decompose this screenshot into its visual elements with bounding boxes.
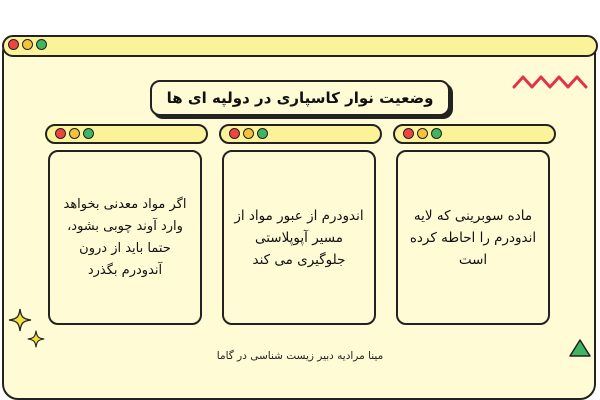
window-controls	[8, 39, 47, 50]
sparkle-icon	[27, 330, 45, 348]
footer-credit: مینا مرادیه دبیر زیست شناسی در گاما	[216, 350, 384, 362]
close-dot[interactable]	[55, 128, 66, 139]
window-title-bar	[2, 35, 598, 57]
zigzag-icon	[512, 74, 588, 90]
minimize-dot[interactable]	[243, 128, 254, 139]
maximize-dot[interactable]	[83, 128, 94, 139]
card-title-bar-1	[45, 124, 208, 144]
card-3-text: ماده سوبرینی که لایه اندودرم را احاطه کرده است	[409, 207, 537, 268]
minimize-dot[interactable]	[69, 128, 80, 139]
close-dot[interactable]	[229, 128, 240, 139]
card-3	[396, 150, 550, 325]
card-title-bar-3	[393, 124, 556, 144]
card-1-text: اگر مواد معدنی بخواهد وارد آوند چوبی بشود، حتما باید از درون آندودرم بگذرد	[63, 196, 187, 278]
close-dot[interactable]	[8, 39, 19, 50]
page-title: وضعیت نوار کاسپاری در دولپه ای ها	[150, 80, 450, 116]
sparkle-icon	[8, 308, 32, 332]
card-2-text: اندودرم از عبور مواد از مسیر آپوپلاستی جلوگیری می کند	[234, 207, 364, 268]
card-1	[48, 150, 202, 325]
minimize-dot[interactable]	[417, 128, 428, 139]
card-2	[222, 150, 376, 325]
card-title-bar-2	[219, 124, 382, 144]
minimize-dot[interactable]	[22, 39, 33, 50]
maximize-dot[interactable]	[431, 128, 442, 139]
maximize-dot[interactable]	[257, 128, 268, 139]
triangle-icon	[568, 338, 592, 358]
close-dot[interactable]	[403, 128, 414, 139]
maximize-dot[interactable]	[36, 39, 47, 50]
